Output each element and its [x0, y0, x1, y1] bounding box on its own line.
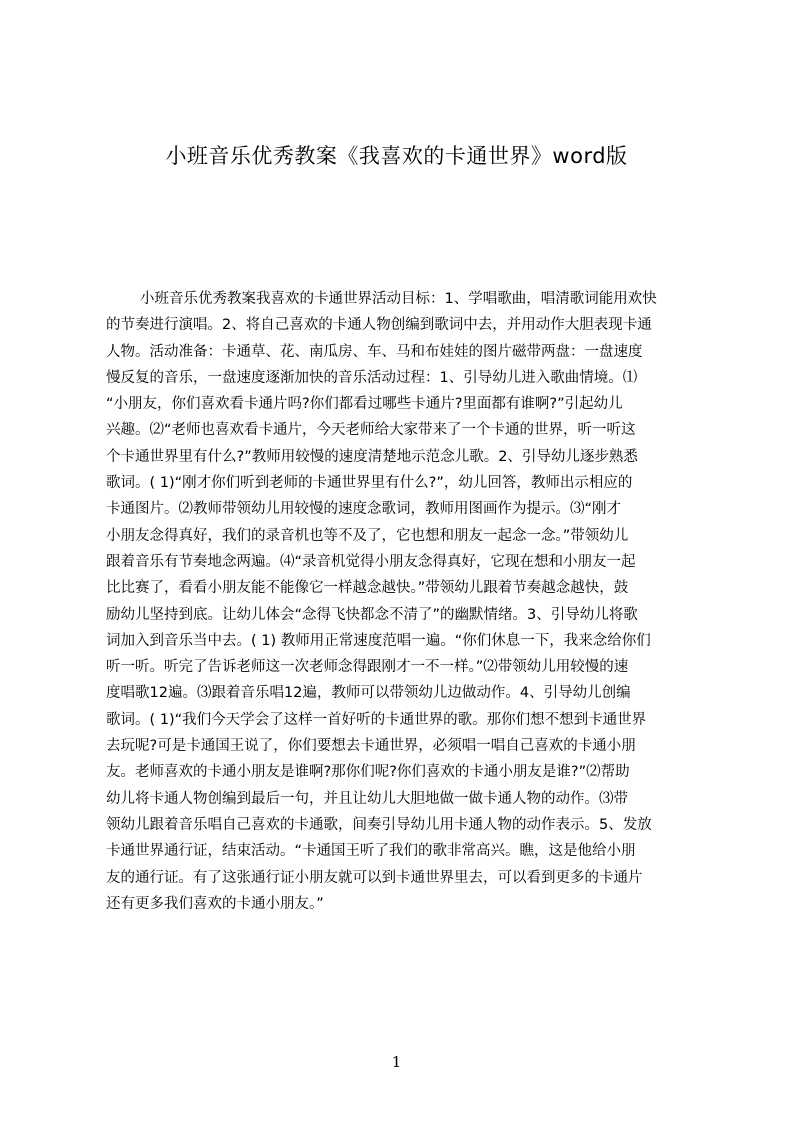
- body-line: 比比赛了，看看小朋友能不能像它一样越念越快。”带领幼儿跟着节奏越念越快，鼓: [106, 580, 629, 597]
- body-line: 度唱歌12遍。⑶跟着音乐唱12遍，教师可以带领幼儿边做动作。4、引导幼儿创编: [106, 685, 631, 702]
- body-line: 友。老师喜欢的卡通小朋友是谁啊?那你们呢?你们喜欢的卡通小朋友是谁?”⑵帮助: [106, 764, 630, 781]
- page-number: 1: [391, 1053, 402, 1071]
- body-line: 励幼儿坚持到底。让幼儿体会“念得飞快都念不清了”的幽默情绪。3、引导幼儿将歌: [106, 606, 638, 623]
- body-line: 小朋友念得真好，我们的录音机也等不及了，它也想和朋友一起念一念。”带领幼儿: [106, 527, 629, 544]
- body-line: 领幼儿跟着音乐唱自己喜欢的卡通歌，间奏引导幼儿用卡通人物的动作表示。5、发放: [106, 816, 652, 833]
- document-body: [106, 286, 710, 946]
- body-line: 友的通行证。有了这张通行证小朋友就可以到卡通世界里去，可以看到更多的卡通片: [106, 869, 643, 886]
- body-line: 去玩呢?可是卡通国王说了，你们要想去卡通世界，必须唱一唱自己喜欢的卡通小朋: [106, 738, 636, 755]
- body-line: 词加入到音乐当中去。( 1) 教师用正常速度范唱一遍。“你们休息一下，我来念给你们: [106, 632, 651, 649]
- body-line: 卡通图片。⑵教师带领幼儿用较慢的速度念歌词，教师用图画作为提示。⑶“刚才: [106, 501, 622, 518]
- body-line: 歌词。( 1)“我们今天学会了这样一首好听的卡通世界的歌。那你们想不想到卡通世界: [106, 711, 647, 728]
- body-line: 人物。活动准备：卡通草、花、南瓜房、车、马和布娃娃的图片磁带两盘：一盘速度: [106, 343, 643, 360]
- body-line: 兴趣。⑵“老师也喜欢看卡通片，今天老师给大家带来了一个卡通的世界，听一听这: [106, 422, 636, 439]
- body-line: 跟着音乐有节奏地念两遍。⑷“录音机觉得小朋友念得真好，它现在想和小朋友一起: [106, 553, 636, 570]
- body-line: 还有更多我们喜欢的卡通小朋友。”: [106, 895, 324, 912]
- body-line: 幼儿将卡通人物创编到最后一句，并且让幼儿大胆地做一做卡通人物的动作。⑶带: [106, 790, 628, 807]
- body-line: 小班音乐优秀教案我喜欢的卡通世界活动目标：1、学唱歌曲，唱清歌词能用欢快: [140, 291, 657, 307]
- body-line: 歌词。( 1)“刚才你们听到老师的卡通世界里有什么?”，幼儿回答，教师出示相应的: [106, 475, 633, 492]
- body-line: 卡通世界通行证，结束活动。“卡通国王听了我们的歌非常高兴。瞧，这是他给小朋: [106, 843, 636, 860]
- body-line: 的节奏进行演唱。2、将自己喜欢的卡通人物创编到歌词中去，并用动作大胆表现卡通: [106, 317, 652, 334]
- document-title: 小班音乐优秀教案《我喜欢的卡通世界》word版: [165, 144, 628, 168]
- body-line: 个卡通世界里有什么?”教师用较慢的速度清楚地示范念儿歌。2、引导幼儿逐步熟悉: [106, 448, 638, 465]
- body-line: 听一听。听完了告诉老师这一次老师念得跟刚才一不一样。”⑵带领幼儿用较慢的速: [106, 659, 629, 676]
- body-line: “小朋友，你们喜欢看卡通片吗?你们都看过哪些卡通片?里面都有谁啊?”引起幼儿: [106, 396, 623, 413]
- body-line: 慢反复的音乐，一盘速度逐渐加快的音乐活动过程：1、引导幼儿进入歌曲情境。⑴: [106, 369, 638, 386]
